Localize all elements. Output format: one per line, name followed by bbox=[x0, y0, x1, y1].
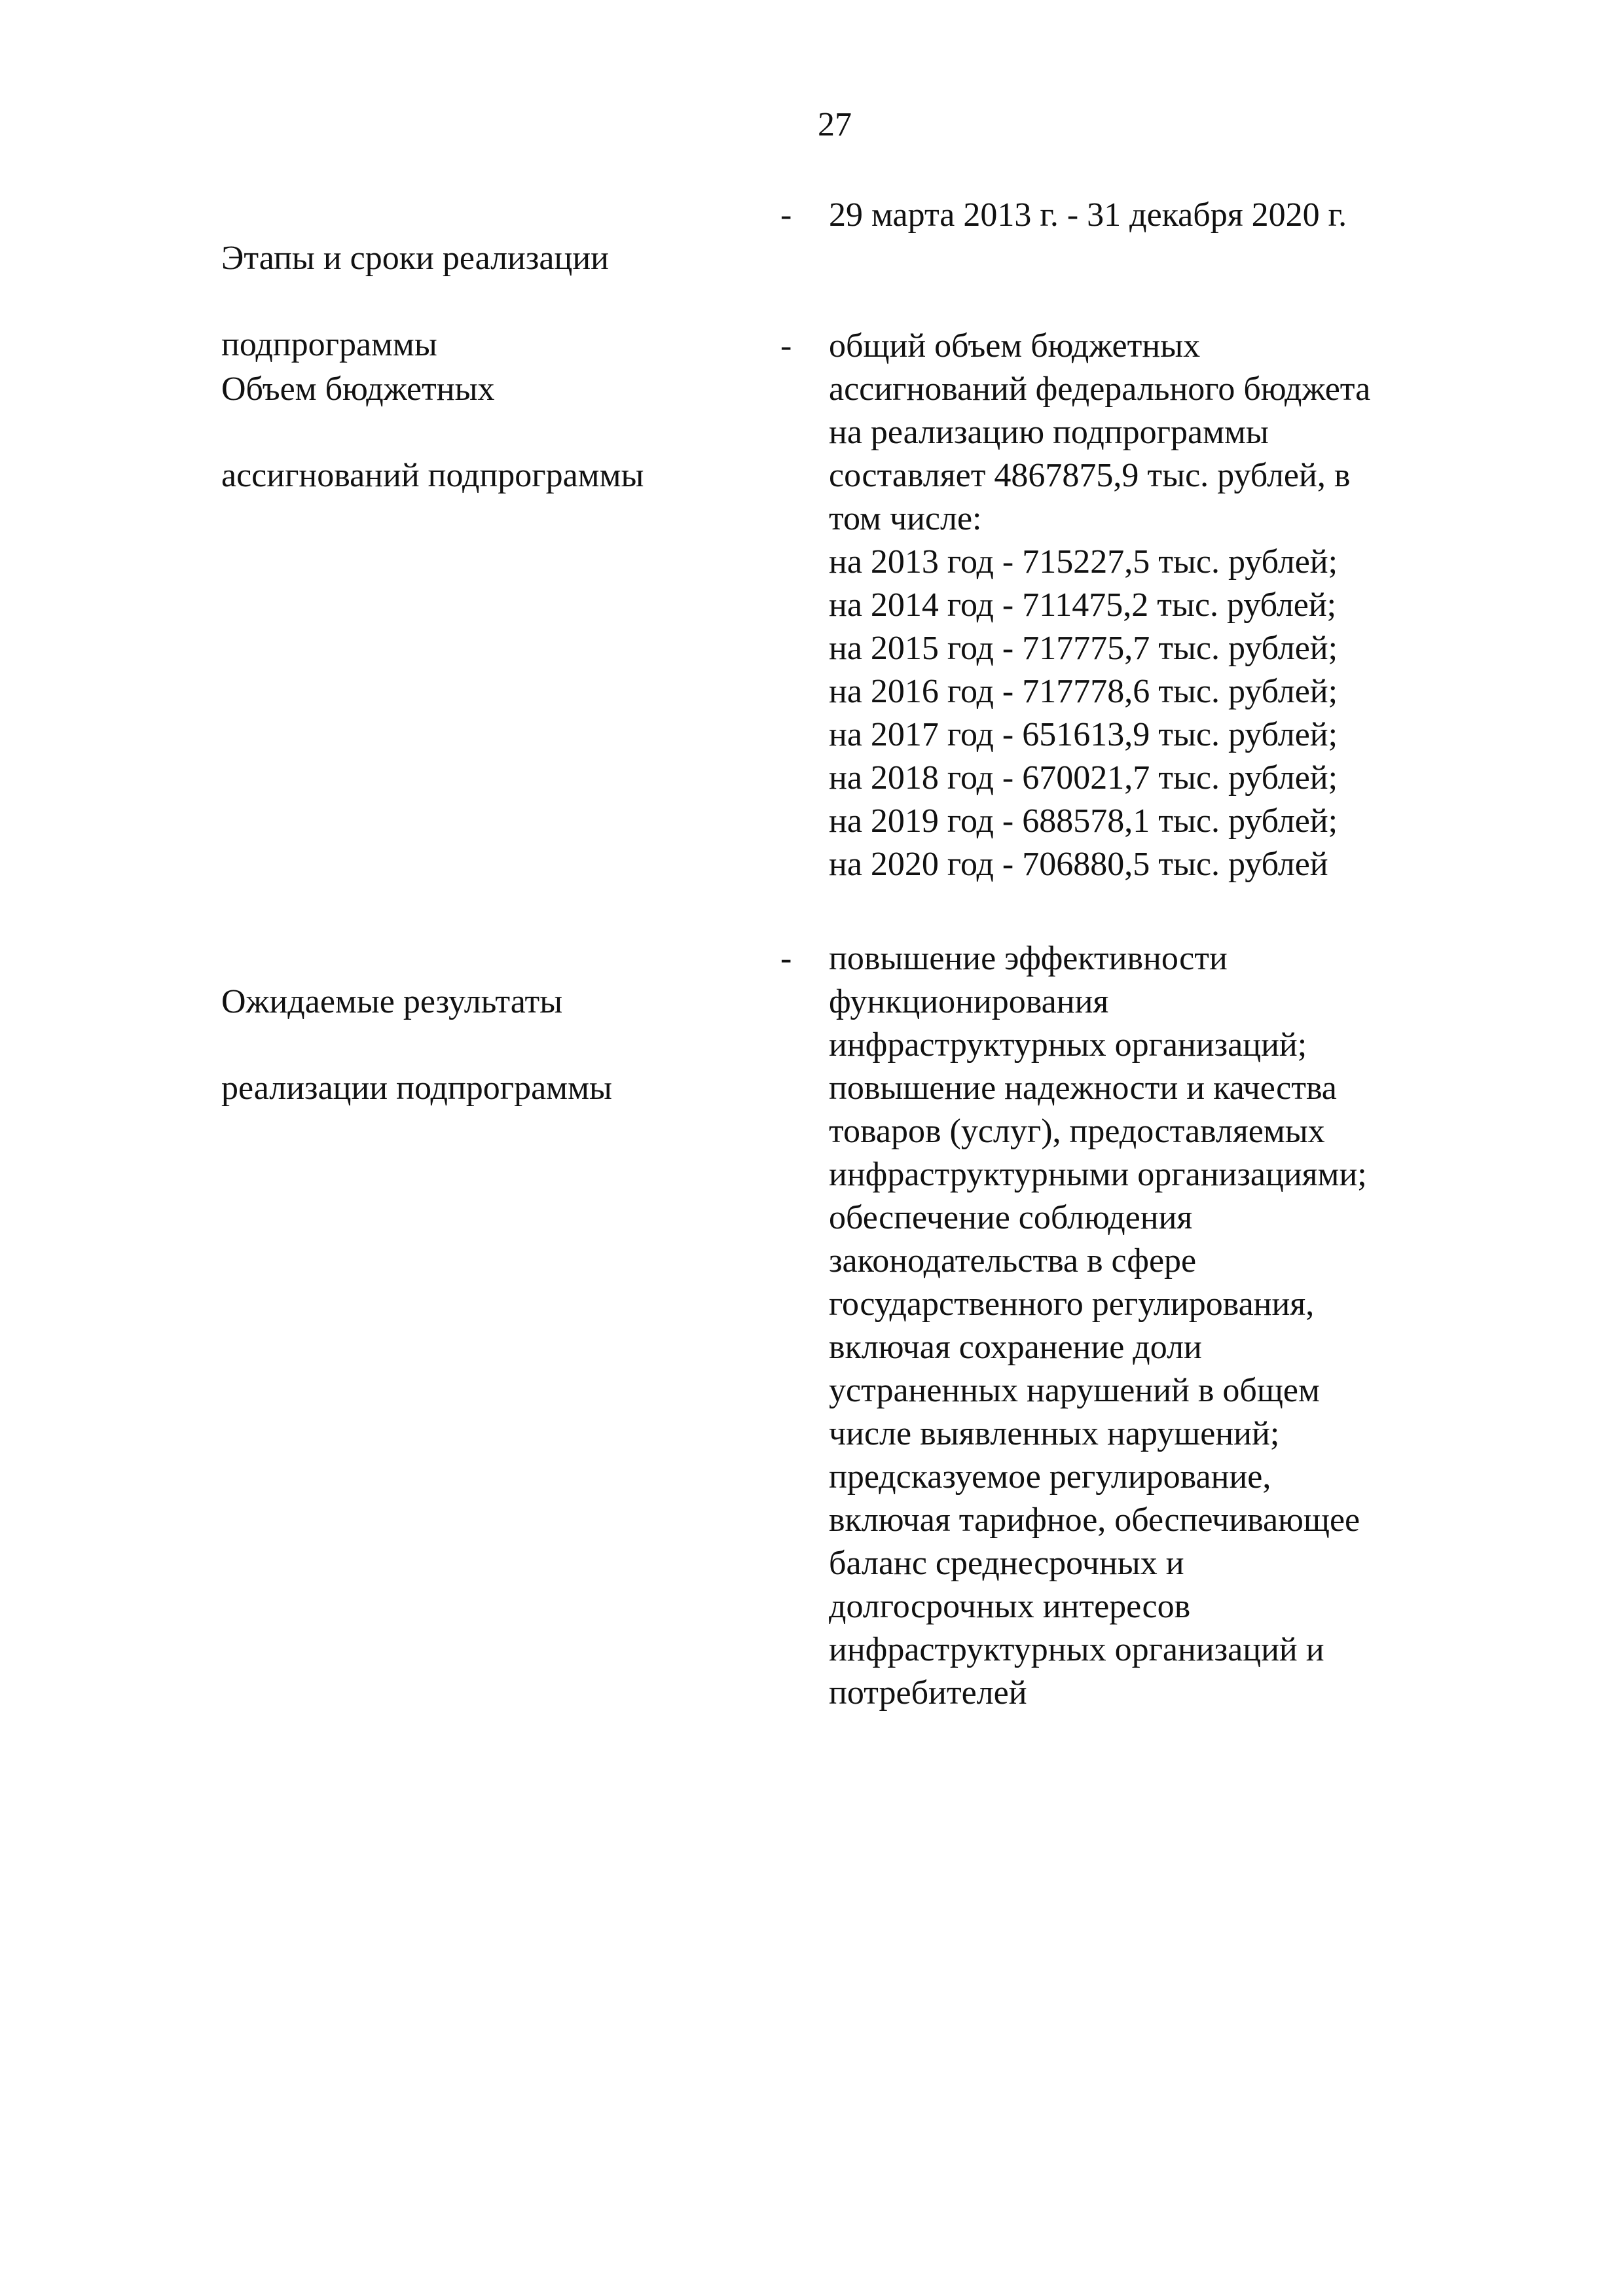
year-allocation-2015: на 2015 год - 717775,7 тыс. рублей; bbox=[829, 630, 1338, 667]
row-value-line: инфраструктурных организаций; bbox=[829, 1026, 1307, 1064]
row-value-results bbox=[829, 937, 1484, 1715]
year-allocation-2018: на 2018 год - 670021,7 тыс. рублей; bbox=[829, 759, 1338, 797]
page-number: 27 bbox=[818, 106, 852, 143]
row-label-line: Этапы и сроки реализации bbox=[221, 240, 609, 277]
row-label-budget bbox=[221, 325, 771, 541]
row-value-stages bbox=[829, 194, 1484, 237]
row-value-line: включая тарифное, обеспечивающее bbox=[829, 1501, 1360, 1539]
row-value-line: баланс среднесрочных и bbox=[829, 1545, 1184, 1582]
row-dash: - bbox=[780, 940, 792, 977]
row-value-line: числе выявленных нарушений; bbox=[829, 1415, 1280, 1452]
row-dash: - bbox=[780, 327, 792, 365]
row-value-line: включая сохранение доли bbox=[829, 1329, 1202, 1366]
row-value-line: ассигнований федерального бюджета bbox=[829, 370, 1371, 408]
row-value-line: функционирования bbox=[829, 983, 1109, 1020]
year-allocation-2017: на 2017 год - 651613,9 тыс. рублей; bbox=[829, 716, 1338, 753]
year-allocation-2016: на 2016 год - 717778,6 тыс. рублей; bbox=[829, 673, 1338, 710]
row-value-line: том числе: bbox=[829, 500, 982, 537]
row-value-line: инфраструктурных организаций и bbox=[829, 1631, 1324, 1668]
row-value-line: на реализацию подпрограммы bbox=[829, 414, 1269, 451]
row-label-results bbox=[221, 937, 771, 1153]
year-allocation-2019: на 2019 год - 688578,1 тыс. рублей; bbox=[829, 802, 1338, 840]
row-label-line: реализации подпрограммы bbox=[221, 1069, 612, 1107]
row-dash: - bbox=[780, 196, 792, 234]
row-value-budget bbox=[829, 325, 1484, 886]
row-value-line: предсказуемое регулирование, bbox=[829, 1458, 1271, 1496]
year-allocation-2020: на 2020 год - 706880,5 тыс. рублей bbox=[829, 846, 1328, 883]
row-value-line: общий объем бюджетных bbox=[829, 327, 1201, 365]
row-value-line: устраненных нарушений в общем bbox=[829, 1372, 1320, 1409]
row-label-line: Объем бюджетных bbox=[221, 370, 495, 408]
row-value-line: 29 марта 2013 г. - 31 декабря 2020 г. bbox=[829, 196, 1347, 234]
row-label-line: подпрограммы bbox=[221, 326, 437, 363]
row-value-line: составляет 4867875,9 тыс. рублей, в bbox=[829, 457, 1351, 494]
row-value-line: повышение надежности и качества bbox=[829, 1069, 1337, 1107]
row-value-line: законодательства в сфере bbox=[829, 1242, 1197, 1280]
row-label-line: ассигнований подпрограммы bbox=[221, 457, 644, 494]
row-value-line: потребителей bbox=[829, 1674, 1027, 1712]
year-allocation-2013: на 2013 год - 715227,5 тыс. рублей; bbox=[829, 543, 1338, 581]
row-value-line: долгосрочных интересов bbox=[829, 1588, 1191, 1625]
row-value-line: повышение эффективности bbox=[829, 940, 1228, 977]
row-value-line: товаров (услуг), предоставляемых bbox=[829, 1113, 1325, 1150]
row-value-line: государственного регулирования, bbox=[829, 1285, 1315, 1323]
row-value-line: обеспечение соблюдения bbox=[829, 1199, 1193, 1236]
row-label-line: Ожидаемые результаты bbox=[221, 983, 563, 1020]
row-value-line: инфраструктурными организациями; bbox=[829, 1156, 1367, 1193]
year-allocation-2014: на 2014 год - 711475,2 тыс. рублей; bbox=[829, 586, 1337, 624]
